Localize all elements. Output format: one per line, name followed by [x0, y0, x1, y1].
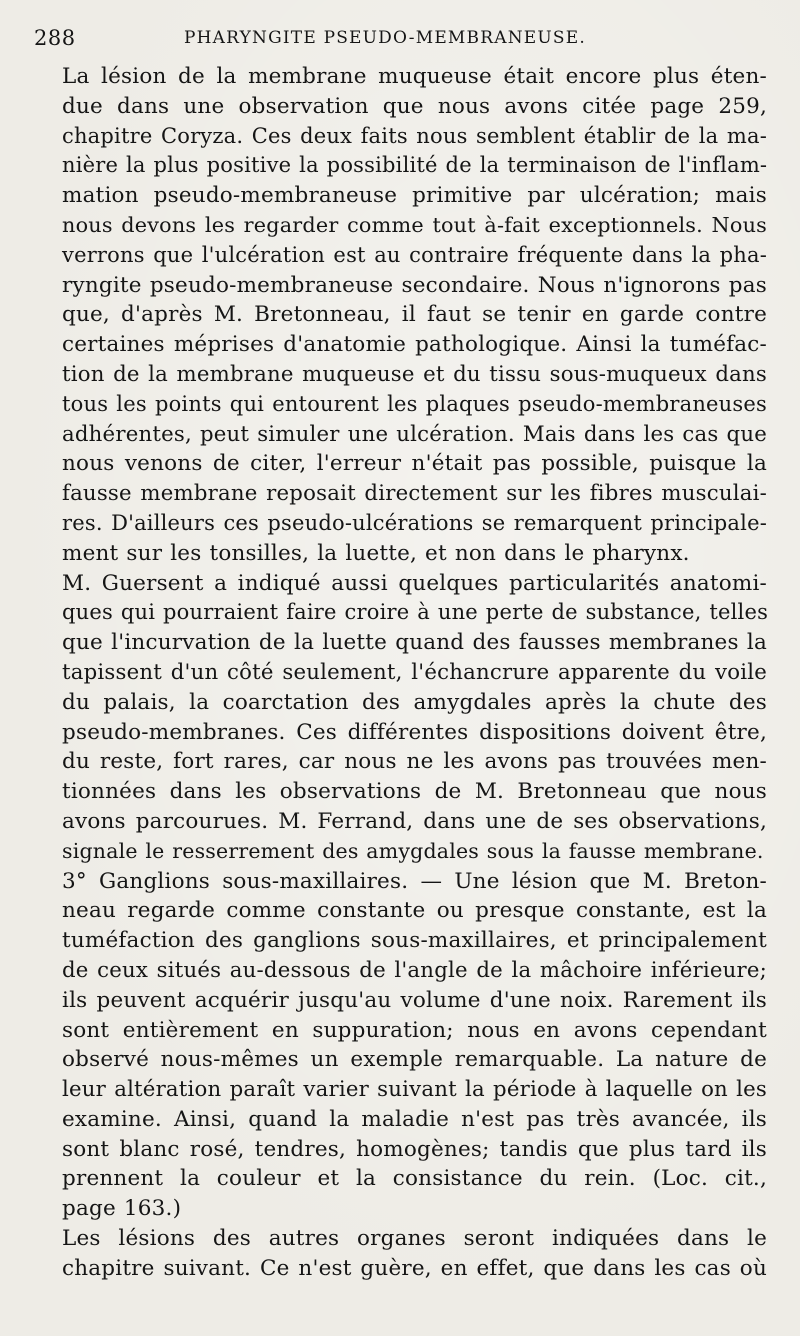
text-line: ryngite pseudo-membraneuse secondaire. Nous n'ignorons pas — [62, 272, 767, 298]
text-line: chapitre Coryza. Ces deux faits nous semblent établir de la ma- — [62, 123, 767, 148]
text-line: prennent la couleur et la consistance du rein. (Loc. cit., — [62, 1166, 767, 1192]
text-line: La lésion de la membrane muqueuse était encore plus éten- — [62, 64, 767, 89]
text-line: nous venons de citer, l'erreur n'était pas possible, puisque la — [62, 451, 767, 477]
text-line: avons parcourues. M. Ferrand, dans une de ses observations, — [62, 808, 767, 834]
text-line: pseudo-membranes. Ces différentes dispositions doivent être, — [62, 719, 767, 745]
text-line: ils peuvent acquérir jusqu'au volume d'une noix. Rarement ils — [62, 987, 767, 1013]
text-line: sont blanc rosé, tendres, homogènes; tandis que plus tard ils — [62, 1136, 767, 1162]
text-line: sont entièrement en suppuration; nous en avons cependant — [62, 1017, 767, 1043]
text-line: fausse membrane reposait directement sur les fibres musculai- — [62, 481, 767, 507]
paragraph-2 — [34, 569, 767, 867]
text-line: tuméfaction des ganglions sous-maxillaires, et principalement — [62, 928, 767, 954]
text-line: observé nous-mêmes un exemple remarquable. La nature de — [62, 1047, 767, 1073]
text-line: nière la plus positive la possibilité de la terminaison de l'inflam- — [62, 153, 768, 178]
text-line: adhérentes, peut simuler une ulcération. Mais dans les cas que — [62, 421, 767, 447]
text-line: du reste, fort rares, car nous ne les avons pas trouvées men- — [62, 749, 767, 775]
running-head: PHARYNGITE PSEUDO-MEMBRANEUSE. — [184, 28, 586, 48]
text-line: tionnées dans les observations de M. Bretonneau que nous — [62, 779, 767, 805]
text-line: ques qui pourraient faire croire à une perte de substance, telles — [62, 600, 769, 625]
paragraph-3 — [34, 867, 767, 1225]
text-line: res. D'ailleurs ces pseudo-ulcérations se remarquent principale- — [62, 510, 767, 535]
text-line: du palais, la coarctation des amygdales après la chute des — [62, 689, 767, 715]
paragraph-4 — [34, 1224, 767, 1284]
text-line: leur altération paraît varier suivant la période à laquelle on les — [62, 1077, 767, 1103]
text-line: ment sur les tonsilles, la luette, et non dans le pharynx. — [62, 540, 690, 566]
text-line: tion de la membrane muqueuse et du tissu sous-muqueux dans — [62, 361, 767, 387]
text-line: examine. Ainsi, quand la maladie n'est pas très avancée, ils — [62, 1106, 767, 1132]
text-line: signale le resserrement des amygdales sous la fausse membrane. — [62, 838, 764, 863]
text-line: neau regarde comme constante ou presque constante, est la — [62, 898, 767, 924]
text-line: mation pseudo-membraneuse primitive par ulcération; mais — [62, 183, 767, 209]
text-line: due dans une observation que nous avons citée page 259, — [62, 93, 767, 119]
text-line: que, d'après M. Bretonneau, il faut se tenir en garde contre — [62, 302, 767, 328]
text-line: Les lésions des autres organes seront indiquées dans le — [62, 1226, 767, 1252]
text-line: de ceux situés au-dessous de l'angle de la mâchoire inférieure; — [62, 957, 767, 983]
text-line: M. Guersent a indiqué aussi quelques particularités anatomi- — [62, 570, 767, 596]
body-text — [34, 62, 767, 1284]
text-line: 3° Ganglions sous-maxillaires. — Une lésion que M. Breton- — [62, 868, 767, 894]
text-line: verrons que l'ulcération est au contraire fréquente dans la pha- — [62, 242, 767, 267]
text-line: chapitre suivant. Ce n'est guère, en effet, que dans les cas où — [62, 1255, 767, 1281]
paragraph-1 — [34, 62, 767, 569]
text-line: que l'incurvation de la luette quand des fausses membranes la — [62, 630, 767, 656]
page-header — [34, 26, 760, 56]
text-line: tous les points qui entourent les plaques pseudo-membraneuses — [62, 391, 767, 416]
text-line: tapissent d'un côté seulement, l'échancrure apparente du voile — [62, 659, 767, 685]
page-number: 288 — [34, 26, 76, 50]
text-line: page 163.) — [62, 1196, 182, 1222]
text-line: certaines méprises d'anatomie pathologique. Ainsi la tuméfac- — [62, 332, 767, 358]
text-line: nous devons les regarder comme tout à-fait exceptionnels. Nous — [62, 212, 767, 237]
